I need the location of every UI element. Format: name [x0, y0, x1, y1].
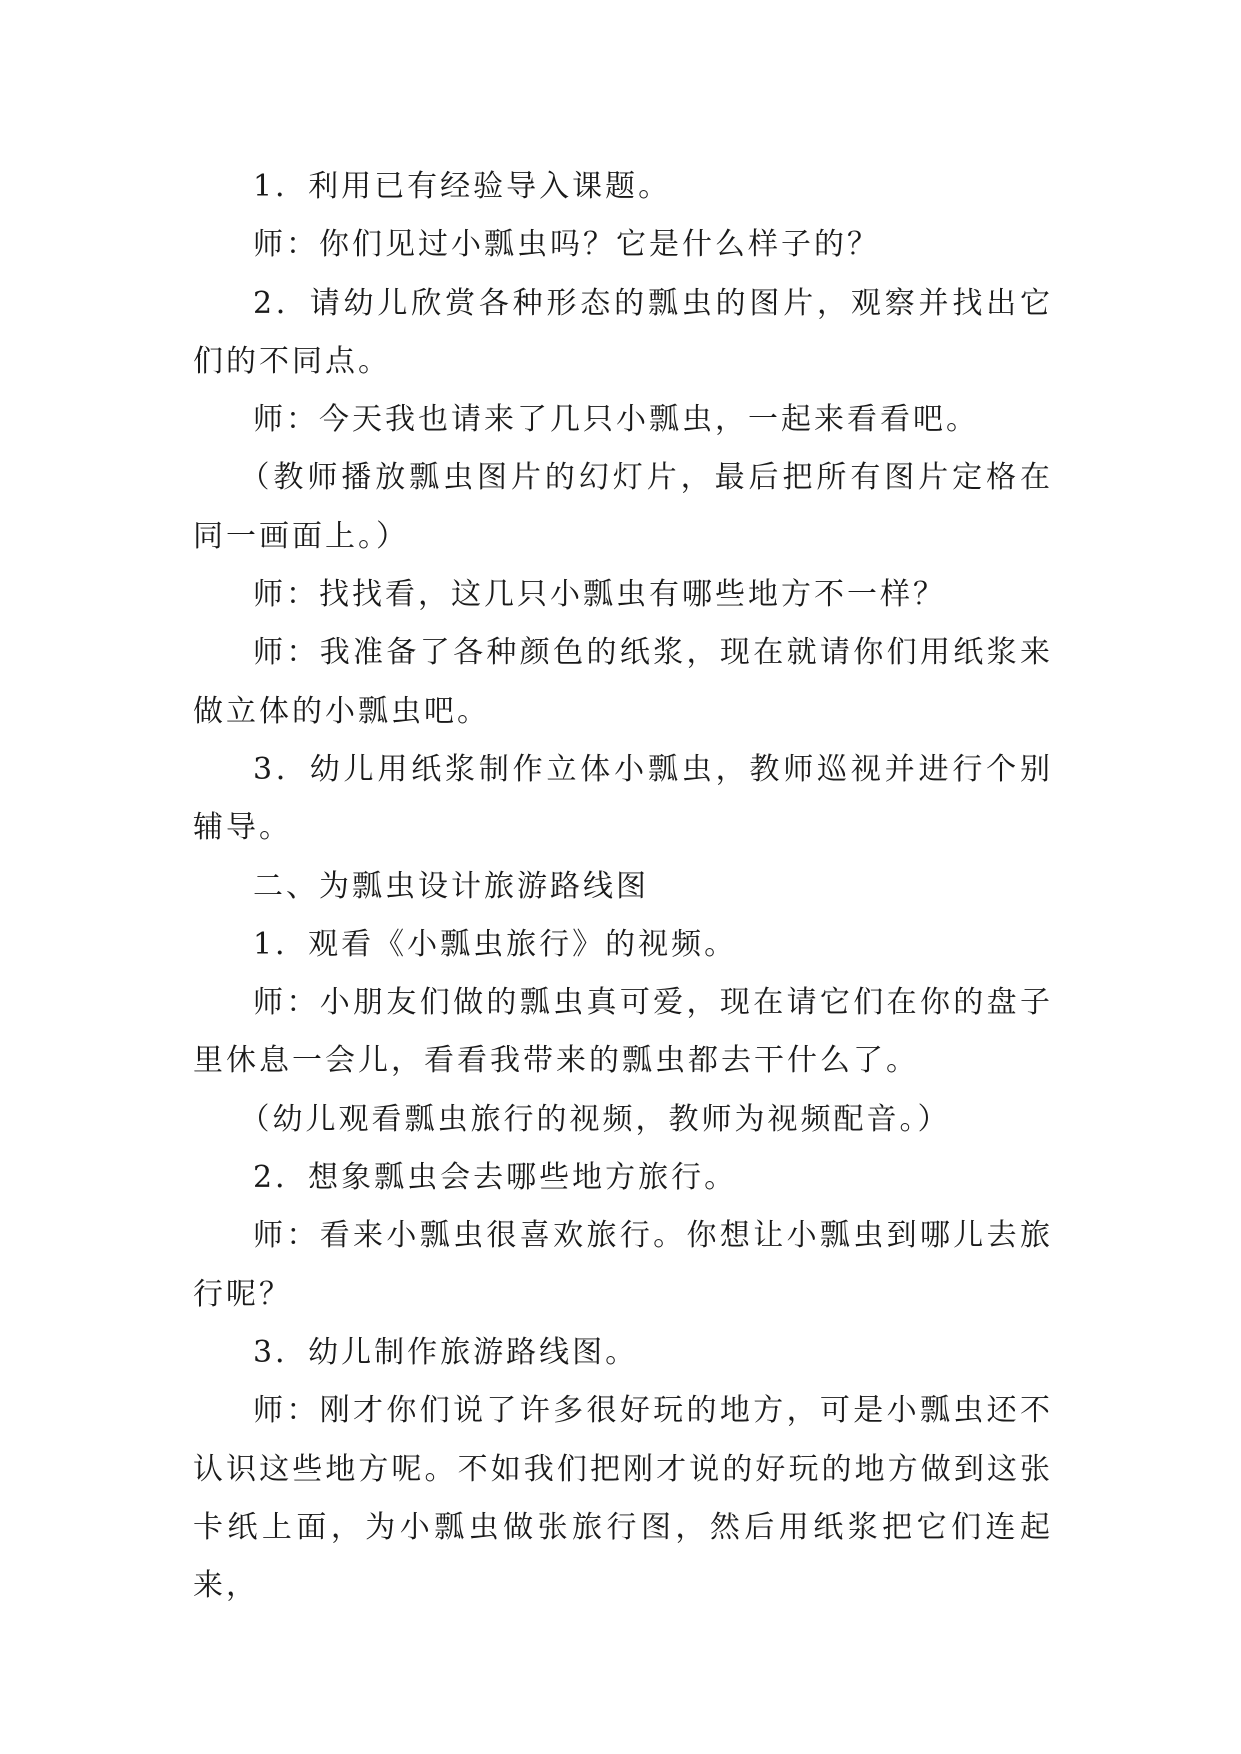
step-3-make-route-map: 3．幼儿制作旅游路线图。 — [253, 1334, 639, 1370]
teacher-line-travel-map: 师：刚才你们说了许多很好玩的地方，可是小瓢虫还不认识这些地方呢。不如我们把刚才说的好玩的地方做到这张卡纸上面，为小瓢虫做张旅行图，然后用纸浆把它们连起来， — [193, 1393, 1053, 1604]
teacher-line-invite: 师：今天我也请来了几只小瓢虫，一起来看看吧。 — [253, 402, 979, 438]
step-1-watch-video: 1．观看《小瓢虫旅行》的视频。 — [253, 926, 738, 962]
section-heading-route-map: 二、为瓢虫设计旅游路线图 — [253, 868, 649, 904]
step-2-observe-pictures: 2．请幼儿欣赏各种形态的瓢虫的图片，观察并找出它们的不同点。 — [193, 285, 1053, 379]
step-2-imagine-travel: 2．想象瓢虫会去哪些地方旅行。 — [253, 1160, 738, 1196]
step-3-make-ladybug: 3．幼儿用纸浆制作立体小瓢虫，教师巡视并进行个别辅导。 — [193, 751, 1053, 846]
step-1-intro: 1．利用已有经验导入课题。 — [253, 169, 672, 204]
document-page — [193, 158, 1053, 1615]
note-video-dubbing: （幼儿观看瓢虫旅行的视频，教师为视频配音。） — [239, 1101, 951, 1137]
teacher-line-rest: 师：小朋友们做的瓢虫真可爱，现在请它们在你的盘子里休息一会儿，看看我带来的瓢虫都去干什么了。 — [193, 985, 1053, 1079]
teacher-line-paper-pulp: 师：我准备了各种颜色的纸浆，现在就请你们用纸浆来做立体的小瓢虫吧。 — [193, 635, 1053, 729]
note-slideshow: （教师播放瓢虫图片的幻灯片，最后把所有图片定格在同一画面上。） — [193, 460, 1053, 554]
teacher-line-differences: 师：找找看，这几只小瓢虫有哪些地方不一样？ — [253, 577, 946, 613]
teacher-question-ladybug: 师：你们见过小瓢虫吗？它是什么样子的？ — [253, 227, 880, 263]
teacher-line-where-travel: 师：看来小瓢虫很喜欢旅行。你想让小瓢虫到哪儿去旅行呢？ — [193, 1218, 1053, 1312]
